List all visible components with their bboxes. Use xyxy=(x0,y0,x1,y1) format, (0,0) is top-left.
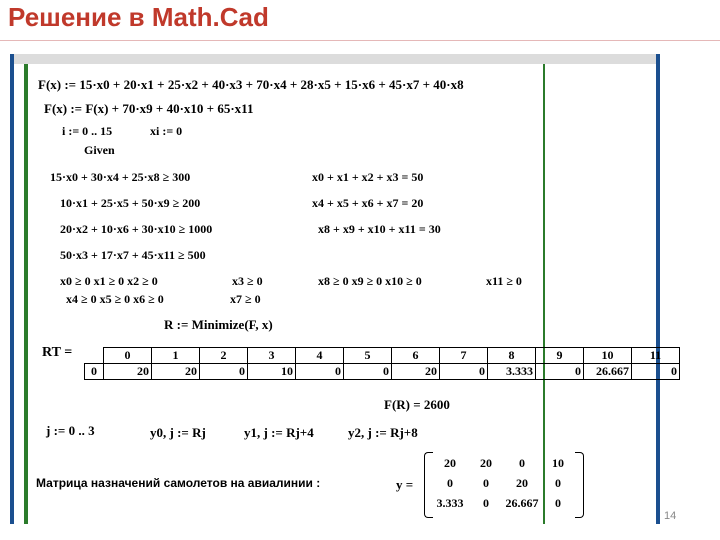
nonneg-x3: x3 ≥ 0 xyxy=(232,274,263,288)
matrix-cell: 0 xyxy=(483,495,489,510)
nonneg-group-3: x8 ≥ 0 x9 ≥ 0 x10 ≥ 0 xyxy=(318,274,422,288)
constraint-1: 15·x0 + 30·x4 + 25·x8 ≥ 300 xyxy=(50,170,191,184)
matrix-cell: 0 xyxy=(447,475,453,490)
result-table-header: 10 xyxy=(584,348,632,364)
matrix-cell: 0 xyxy=(555,475,561,490)
result-table-cell: 0 xyxy=(344,364,392,380)
result-table-cell: 3.333 xyxy=(488,364,536,380)
result-table-cell: 20 xyxy=(392,364,440,380)
constraint-4: 50·x3 + 17·x7 + 45·x11 ≥ 500 xyxy=(60,248,206,262)
result-table-cell: 10 xyxy=(248,364,296,380)
constraint-3: 20·x2 + 10·x6 + 30·x10 ≥ 1000 xyxy=(60,222,213,236)
matrix-cell: 0 xyxy=(555,495,561,510)
matrix-cell: 0 xyxy=(483,475,489,490)
result-table-cell: 0 xyxy=(200,364,248,380)
result-table-header: 9 xyxy=(536,348,584,364)
result-table-header: 0 xyxy=(104,348,152,364)
result-table-cell: 26.667 xyxy=(584,364,632,380)
page-title: Решение в Math.Cad xyxy=(8,2,269,32)
result-table-cell: 20 xyxy=(152,364,200,380)
result-table-header: 1 xyxy=(152,348,200,364)
matrix-cell: 0 xyxy=(519,455,525,470)
y0-definition: y0, j := Rj xyxy=(150,425,206,440)
matrix-cell: 3.333 xyxy=(436,495,464,510)
worksheet-left-border xyxy=(10,54,14,524)
result-table-header: 8 xyxy=(488,348,536,364)
range-i: i := 0 .. 15 xyxy=(62,124,113,138)
result-table-corner xyxy=(85,348,104,364)
matrix-cell: 20 xyxy=(444,455,456,470)
result-table-header: 2 xyxy=(200,348,248,364)
nonneg-x11: x11 ≥ 0 xyxy=(486,274,522,288)
result-table-header: 5 xyxy=(344,348,392,364)
title-divider xyxy=(0,40,720,41)
worksheet-top-border xyxy=(10,54,660,64)
y-equals: y = xyxy=(396,477,414,492)
matrix-cell: 10 xyxy=(552,455,564,470)
matrix-cell: 20 xyxy=(516,475,528,490)
matrix-caption: Матрица назначений самолетов на авиалинии : xyxy=(36,476,321,490)
result-table-cell: 0 xyxy=(296,364,344,380)
result-table-header: 7 xyxy=(440,348,488,364)
matrix-body xyxy=(432,453,576,513)
nonneg-group-2: x4 ≥ 0 x5 ≥ 0 x6 ≥ 0 xyxy=(66,292,164,306)
worksheet-right-border xyxy=(656,54,660,524)
assignment-matrix xyxy=(424,452,584,518)
equation-2: x4 + x5 + x6 + x7 = 20 xyxy=(312,196,424,210)
worksheet-inner-left-border xyxy=(24,64,28,524)
result-table-row-index: 0 xyxy=(85,364,104,380)
rt-label: RT = xyxy=(42,345,73,360)
equation-3: x8 + x9 + x10 + x11 = 30 xyxy=(318,222,441,236)
result-table-header: 3 xyxy=(248,348,296,364)
result-table-cell: 20 xyxy=(104,364,152,380)
nonneg-group-1: x0 ≥ 0 x1 ≥ 0 x2 ≥ 0 xyxy=(60,274,158,288)
objective-definition: F(x) := 15·x0 + 20·x1 + 25·x2 + 40·x3 + 70·x4 + 28·x5 + 15·x6 + 45·x7 + 40·x8 xyxy=(38,77,464,92)
result-table-cell: 0 xyxy=(536,364,584,380)
y1-definition: y1, j := Rj+4 xyxy=(244,425,314,440)
initial-values: xi := 0 xyxy=(150,124,183,138)
result-table-header: 6 xyxy=(392,348,440,364)
matrix-cell: 20 xyxy=(480,455,492,470)
equation-1: x0 + x1 + x2 + x3 = 50 xyxy=(312,170,424,184)
y2-definition: y2, j := Rj+8 xyxy=(348,425,418,440)
objective-extension: F(x) := F(x) + 70·x9 + 40·x10 + 65·x11 xyxy=(44,101,254,116)
objective-value: F(R) = 2600 xyxy=(384,397,450,412)
result-table-cell: 0 xyxy=(632,364,680,380)
result-table-header: 11 xyxy=(632,348,680,364)
result-table-header: 4 xyxy=(296,348,344,364)
page-number: 14 xyxy=(664,510,677,522)
result-table xyxy=(84,347,680,380)
constraint-2: 10·x1 + 25·x5 + 50·x9 ≥ 200 xyxy=(60,196,201,210)
matrix-cell: 26.667 xyxy=(505,495,539,510)
given-keyword: Given xyxy=(84,143,115,157)
range-j: j := 0 .. 3 xyxy=(46,423,95,438)
nonneg-x7: x7 ≥ 0 xyxy=(230,292,261,306)
matrix-right-bracket xyxy=(575,452,584,518)
result-table-cell: 0 xyxy=(440,364,488,380)
minimize-call: R := Minimize(F, x) xyxy=(164,317,273,332)
